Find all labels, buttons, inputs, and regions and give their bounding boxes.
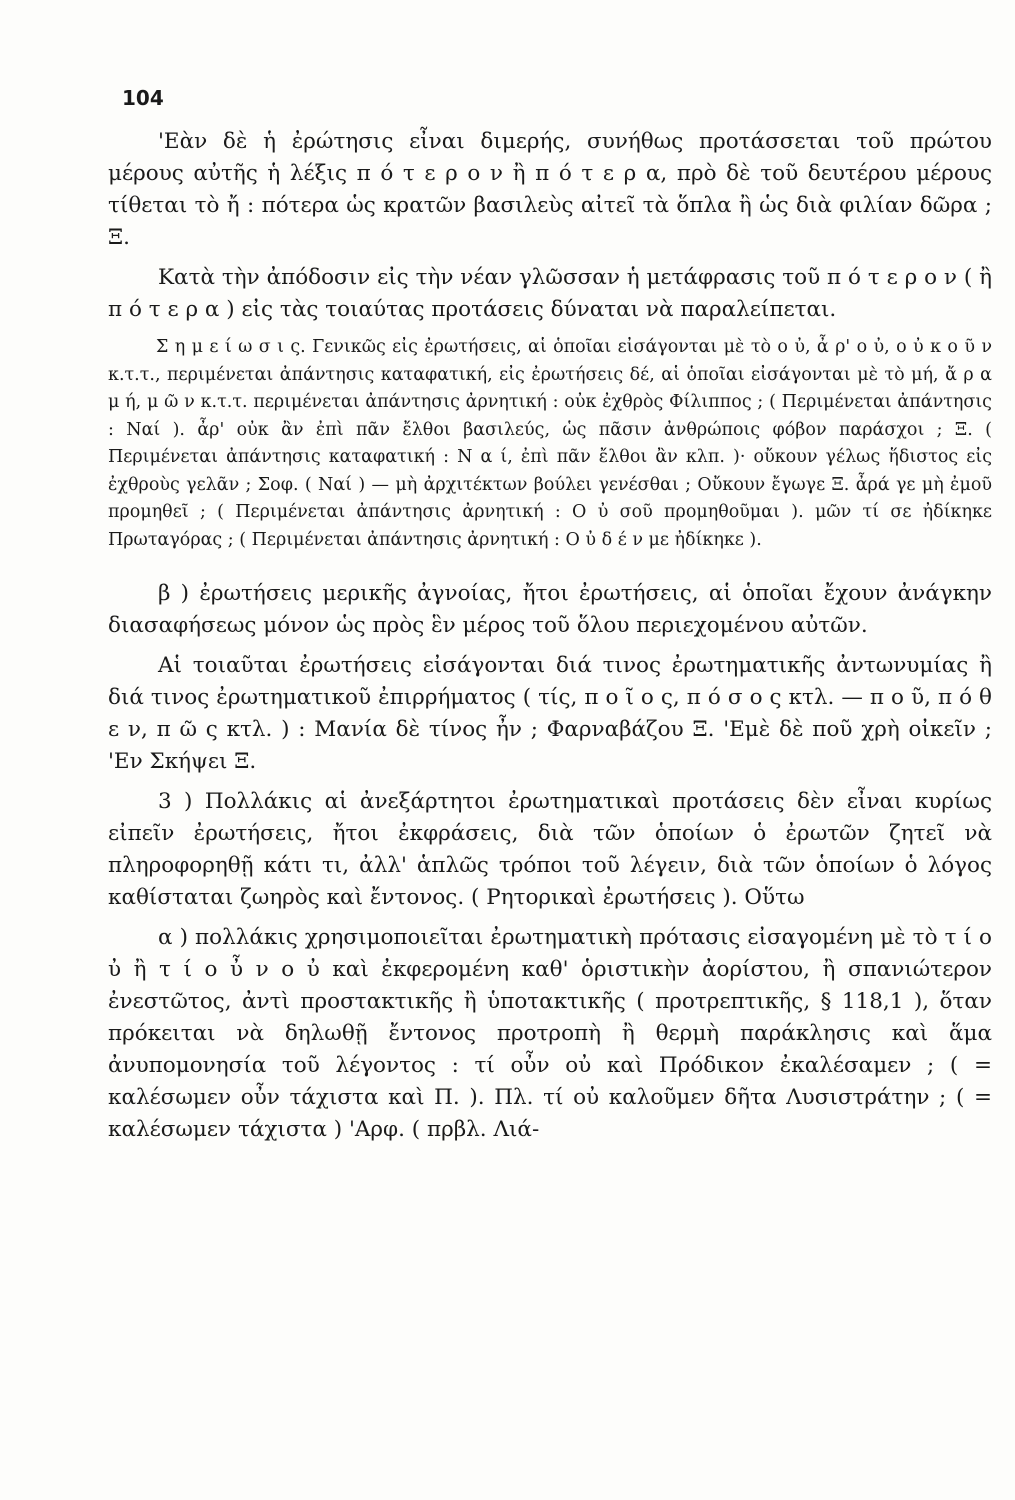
remark-note: Σ η μ ε ί ω σ ι ς. Γενικῶς εἰς ἐρωτήσεις, αἱ ὁποῖαι εἰσάγονται μὲ τὸ ο ὐ, ἆ ρ' ο ὐ, ο ὐ κ ο ῦ ν κ.τ.τ., περιμένεται ἀπάντησις καταφατική, εἰς ἐρωτήσεις δέ, αἱ ὁποῖαι εἰσάγονται μὲ τὸ μή, ἄ ρ α μ ή, μ ῶ ν κ.τ.τ. περιμένεται ἀπάντησις ἀρνητική : οὐκ ἐχθρὸς Φίλιππος ; ( Περιμένεται ἀπάντησις : Ναί ). ἆρ' οὐκ ἂν ἐπὶ πᾶν ἔλθοι βασιλεύς, ὡς πᾶσιν ἀνθρώποις φόβον παράσχοι ; Ξ. ( Περιμένεται ἀπάντησις καταφατική : Ν α ί, ἐπὶ πᾶν ἔλθοι ἂν κλπ. )· οὔκουν γέλως ἥδιστος εἰς ἐχθροὺς γελᾶν ; Σοφ. ( Ναί ) — μὴ ἀρχιτέκτων βούλει γενέσθαι ; Οὔκουν ἔγωγε Ξ. ἆρά γε μὴ ἐμοῦ προμηθεῖ ; ( Περιμένεται ἀπάντησις ἀρνητική : Ο ὐ σοῦ προμηθοῦμαι ). μῶν τί σε ἠδίκηκε Πρωταγόρας ; ( Περιμένεται ἀπάντησις ἀρνητική : Ο ὐ δ έ ν με ἠδίκηκε ). [108,337,992,550]
item-alpha: α ) πολλάκις χρησιμοποιεῖται ἐρωτηματικὴ πρότασις εἰσαγομένη μὲ τὸ τ ί ο ὐ ἢ τ ί ο ὖ ν ο ὐ καὶ ἐκφερομένη καθ' ὁριστικὴν ἀορίστου, ἢ σπανιώτερον ἐνεστῶτος, ἀντὶ προστακτικῆς ἢ ὑποτακτικῆς ( προτρεπτικῆς, § 118,1 ), ὅταν πρόκειται νὰ δηλωθῇ ἔντονος προτροπὴ ἢ θερμὴ παράκλησις καὶ ἅμα ἀνυπομονησία τοῦ λέγοντος : τί οὖν οὐ καὶ Πρόδικον ἐκαλέσαμεν ; ( = καλέσωμεν οὖν τάχιστα καὶ Π. ). Πλ. τί οὐ καλοῦμεν δῆτα Λυσιστράτην ; ( = καλέσωμεν τάχιστα ) 'Αρφ. ( πρβλ. Λιά- [108,925,992,1142]
paragraph-interrogative-pronouns: Αἱ τοιαῦται ἐρωτήσεις εἰσάγονται διά τινος ἐρωτηματικῆς ἀντωνυμίας ἢ διά τινος ἐρωτηματικοῦ ἐπιρρήματος ( τίς, π ο ῖ ο ς, π ό σ ο ς κτλ. — π ο ῦ, π ό θ ε ν, π ῶ ς κτλ. ) : Μανία δὲ τίνος ἦν ; Φαρναβάζου Ξ. 'Εμὲ δὲ ποῦ χρὴ οἰκεῖν ; 'Εν Σκήψει Ξ. [108,653,992,774]
book-page [108,86,992,1154]
section-3-rhetorical: 3 ) Πολλάκις αἱ ἀνεξάρτητοι ἐρωτηματικαὶ προτάσεις δὲν εἶναι κυρίως εἰπεῖν ἐρωτήσεις, ἤτοι ἐκφράσεις, διὰ τῶν ὁποίων ὁ ἐρωτῶν ζητεῖ νὰ πληροφορηθῇ κάτι τι, ἀλλ' ἁπλῶς τρόποι τοῦ λέγειν, διὰ τῶν ὁποίων ὁ λόγος καθίσταται ζωηρὸς καὶ ἔντονος. ( Ρητορικαὶ ἐρωτήσεις ). Οὕτω [108,789,992,910]
page-number: 104 [122,86,164,110]
paragraph-translation-note: Κατὰ τὴν ἀπόδοσιν εἰς τὴν νέαν γλῶσσαν ἡ μετάφρασις τοῦ π ό τ ε ρ ο ν ( ἢ π ό τ ε ρ α ) εἰς τὰς τοιαύτας προτάσεις δύναται νὰ παραλείπεται. [108,265,992,322]
section-beta: β ) ἐρωτήσεις μερικῆς ἀγνοίας, ἤτοι ἐρωτήσεις, αἱ ὁποῖαι ἔχουν ἀνάγκην διασαφήσεως μόνον ὡς πρὸς ἓν μέρος τοῦ ὅλου περιεχομένου αὐτῶν. [108,581,992,638]
paragraph-disjunctive-question: 'Εὰν δὲ ἡ ἐρώτησις εἶναι διμερής, συνήθως προτάσσεται τοῦ πρώτου μέρους αὐτῆς ἡ λέξις π ό τ ε ρ ο ν ἢ π ό τ ε ρ α, πρὸ δὲ τοῦ δευτέρου μέρους τίθεται τὸ ἤ : πότερα ὡς κρατῶν βασιλεὺς αἰτεῖ τὰ ὅπλα ἢ ὡς διὰ φιλίαν δῶρα ; Ξ. [108,129,992,250]
